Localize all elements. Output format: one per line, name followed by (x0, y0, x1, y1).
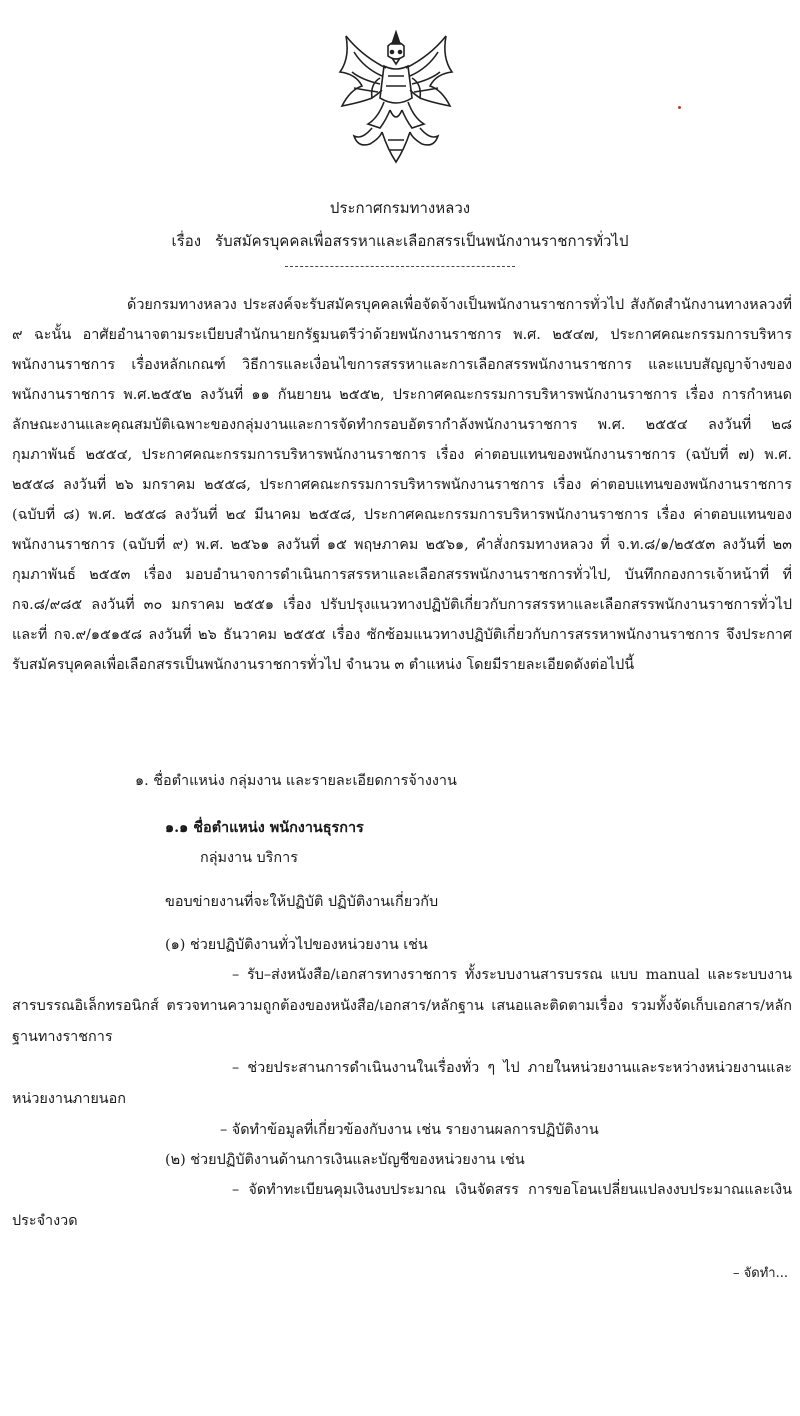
red-dot-mark (678, 106, 681, 109)
announcement-subject (0, 229, 800, 253)
section-1-1-heading: ๑.๑ ชื่อตำแหน่ง พนักงานธุรการ (165, 819, 364, 836)
dashed-divider (285, 266, 515, 267)
subject-label: เรื่อง (171, 232, 202, 250)
duty-item-1: (๑) ช่วยปฏิบัติงานทั่วไปของหน่วยงาน เช่น (165, 937, 428, 953)
scope-heading: ขอบข่ายงานที่จะให้ปฏิบัติ ปฏิบัติงานเกี่ยวกับ (165, 894, 439, 910)
duty-dash-2: – ช่วยประสานการดำเนินงานในเรื่องทั่ว ๆ ไป ภายในหน่วยงานและระหว่างหน่วยงานและหน่วยงานภายนอก (12, 1060, 792, 1107)
job-group: กลุ่มงาน บริการ (200, 850, 298, 866)
duty-item-2: (๒) ช่วยปฏิบัติงานด้านการเงินและบัญชีของหน่วยงาน เช่น (165, 1152, 525, 1168)
garuda-emblem-icon (332, 28, 460, 168)
duty-dash-3: – จัดทำข้อมูลที่เกี่ยวข้องกับงาน เช่น รายงานผลการปฏิบัติงาน (220, 1122, 599, 1138)
duty-dash-4: – จัดทำทะเบียนคุมเงินงบประมาณ เงินจัดสรร การขอโอนเปลี่ยนแปลงงบประมาณและเงินประจำงวด (12, 1182, 792, 1229)
continuation-note: – จัดทำ... (733, 1266, 788, 1281)
announcement-title: ประกาศกรมทางหลวง (329, 199, 471, 217)
duty-dash-1: – รับ–ส่งหนังสือ/เอกสารทางราชการ ทั้งระบบงานสารบรรณ แบบ manual และระบบงานสารบรรณอิเล็กทรอนิกส์ ตรวจทานความถูกต้องของหนังสือ/เอกสาร/หลักฐาน เสนอและติดตามเรื่อง รวมทั้งจัดเก็บเอกสาร/หลักฐานทางราชการ (12, 967, 792, 1045)
section-1-heading: ๑. ชื่อตำแหน่ง กลุ่มงาน และรายละเอียดการจ้างงาน (135, 773, 457, 789)
subject-text: รับสมัครบุคคลเพื่อสรรหาและเลือกสรรเป็นพนักงานราชการทั่วไป (215, 232, 629, 250)
intro-paragraph: ด้วยกรมทางหลวง ประสงค์จะรับสมัครบุคคลเพื่อจัดจ้างเป็นพนักงานราชการทั่วไป สังกัดสำนักงานทางหลวงที่ ๙ ฉะนั้น อาศัยอำนาจตามระเบียบสำนักนายกรัฐมนตรีว่าด้วยพนักงานราชการ พ.ศ. ๒๕๔๗, ประกาศคณะกรรมการบริหารพนักงานราชการ เรื่องหลักเกณฑ์ วิธีการและเงื่อนไขการสรรหาและการเลือกสรรพนักงานราชการ และแบบสัญญาจ้างของ พนักงานราชการ พ.ศ.๒๕๕๒ ลงวันที่ ๑๑ กันยายน ๒๕๕๒, ประกาศคณะกรรมการบริหารพนักงานราชการ เรื่อง การกำหนดลักษณะงานและคุณสมบัติเฉพาะของกลุ่มงานและการจัดทำกรอบอัตรากำลังพนักงานราชการ พ.ศ. ๒๕๕๔ ลงวันที่ ๒๘ กุมภาพันธ์ ๒๕๕๔, ประกาศคณะกรรมการบริหารพนักงานราชการ เรื่อง ค่าตอบแทนของพนักงานราชการ (ฉบับที่ ๗) พ.ศ. ๒๕๕๘ ลงวันที่ ๒๖ มกราคม ๒๕๕๘, ประกาศคณะกรรมการบริหารพนักงานราชการ เรื่อง ค่าตอบแทนของพนักงานราชการ (ฉบับที่ ๘) พ.ศ. ๒๕๕๘ ลงวันที่ ๒๔ มีนาคม ๒๕๕๘, ประกาศคณะกรรมการบริหารพนักงานราชการ เรื่อง ค่าตอบแทนของพนักงานราชการ (ฉบับที่ ๙) พ.ศ. ๒๕๖๑ ลงวันที่ ๑๕ พฤษภาคม ๒๕๖๑, คำสั่งกรมทางหลวง ที่ จ.ท.๘/๑/๒๕๕๓ ลงวันที่ ๒๓ กุมภาพันธ์ ๒๕๕๓ เรื่อง มอบอำนาจการดำเนินการสรรหาและเลือกสรรพนักงานราชการทั่วไป, บันทึกกองการเจ้าหน้าที่ ที่ กจ.๘/๙๘๕ ลงวันที่ ๓๐ มกราคม ๒๕๕๑ เรื่อง ปรับปรุงแนวทางปฏิบัติเกี่ยวกับการสรรหาและเลือกสรรพนักงานราชการทั่วไป และที่ กจ.๙/๑๕๑๕๘ ลงวันที่ ๒๖ ธันวาคม ๒๕๕๕ เรื่อง ซักซ้อมแนวทางปฏิบัติเกี่ยวกับการสรรหาพนักงานราชการ จึงประกาศรับสมัครบุคคลเพื่อเลือกสรรเป็นพนักงานราชการทั่วไป จำนวน ๓ ตำแหน่ง โดยมีรายละเอียดดังต่อไปนี้ (12, 297, 792, 673)
